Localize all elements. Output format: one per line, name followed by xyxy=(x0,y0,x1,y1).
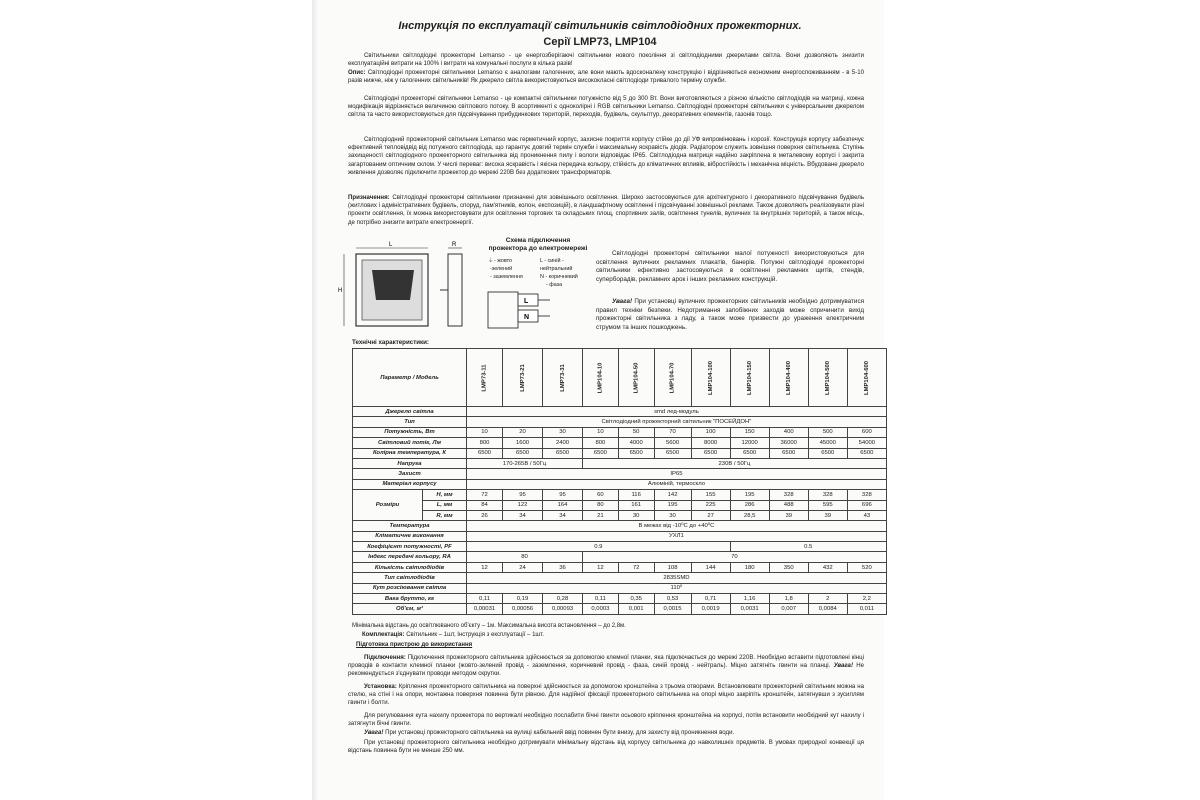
install-text: Кріплення прожекторного світильника на поверхні здійснюється за допомогою кронштейна з трьома отворами. Встановлювати прожекторний світильник можна на стелю, на стіні і на опори, монтажна поверхня повинна бути рівною. Для надійної фіксації прожекторного світильника на опорі міцно закріпіть кронштейн, затягнувши з зусиллям гвинти і болти. xyxy=(348,683,865,707)
purpose-label: Призначення: xyxy=(348,194,390,201)
safety-warning-label: Увага! xyxy=(612,298,633,305)
document-subtitle: Серії LMP73, LMP104 xyxy=(543,36,657,48)
scheme-title-line2: прожектора до електромережі xyxy=(488,245,588,253)
preparation-heading: Підготовка пристрою до використання xyxy=(356,642,473,648)
table-row-count: Кількість світлодіодів 12 24 36 12 72 108 144 180 350 432 520 xyxy=(353,562,887,572)
terminal-n-label: N xyxy=(524,314,530,321)
safety-text: При установці вуличних прожекторних світильників необхідно дотримуватися правил техніки безпеки. Недотримання запобіжних заходів може спричинити вихід прожекторні світильника з ладу, а також може призвести до ураження електричним струмом та інших пошкоджень. xyxy=(596,298,865,331)
model-10: LMP104-500 xyxy=(808,349,847,407)
table-row-r: R, мм 26 34 34 21 30 30 27 28,5 39 39 43 xyxy=(353,510,887,520)
model-5: LMP104-50 xyxy=(618,349,654,407)
floodlight-led-matrix xyxy=(372,270,414,300)
junction-box xyxy=(488,292,518,328)
terminal-l-label: L xyxy=(524,298,529,305)
left-label-3: - заземлення xyxy=(490,274,523,280)
intro-paragraph-4: Світлодіодний прожекторний світильник Lemanso має герметичний корпус, захисне покриття корпусу стійке до дії УФ випромінювань і корозії. Конструкція корпусу забезпечує ефективний тепловідвід від потужного світлодіода, що гарантує довгий термін служби і максимальну яскравість діодів. Радіатором служить зовнішня поверхня світильника. Ступінь захищеності світлодіодного прожекторного світильника від проникнення пилу і вологи відповідає IP65. Світлодіодна матриця надійно закріплена в металевому корпусі і закрита загартованим оптичним склом. У числі переваг: висока яскравість і якісна передача кольору, стійкість до кліматичних впливів, вібростійкість і механічна міцність. Вбудоване джерело живлення дозволяє підключити прожектор до мережі 220В без додаткових трансформаторів. xyxy=(348,136,864,176)
floodlight-diagram xyxy=(336,240,476,332)
table-row-voltage: Напруга 170-265В / 50Гц 230В / 50Гц xyxy=(353,458,887,468)
connection-warning-text: Не рекомендується з'єднувати проводи методом скрутки. xyxy=(348,662,864,678)
param-header: Параметр / Модель xyxy=(353,349,467,407)
left-label-1: - жовто xyxy=(494,258,513,264)
spec-table xyxy=(352,348,887,615)
scheme-title-line1: Схема підключення xyxy=(505,237,571,244)
model-9: LMP104-400 xyxy=(769,349,808,407)
model-1: LMP73-11 xyxy=(467,349,503,407)
table-row: Джерело світла smd лед-модуль xyxy=(353,407,887,417)
intro-paragraph-1: Світильники світлодіодні прожекторні Lemanso - це енергозберігаючі світильники нового покоління зі світлодіодними джерелами світла. Вони дозволяють знизити експлуатаційні витрати на 100% і витрати на комунальні послуги в кілька разів! xyxy=(348,52,864,68)
table-row: Матеріал корпусу Алюміній, термоскло xyxy=(353,479,887,489)
kit-text: Світильник – 1шт, Інструкція з експлуатації – 1шт. xyxy=(406,632,544,638)
right-label-2: нейтральний xyxy=(540,266,573,272)
cable-warning-label: Увага! xyxy=(364,729,384,736)
table-row-cct: Колірна температура, К 6500 6500 6500 6500 6500 6500 6500 6500 6500 6500 6500 xyxy=(353,448,887,458)
table-row: Кліматичне виконання УХЛ1 xyxy=(353,531,887,541)
table-row: Температура В межах від -10⁰С до +40⁰С xyxy=(353,521,887,531)
table-row-volume: Об'єм, м³ 0,00031 0,00056 0,00093 0,0003 0,001 0,0015 0,0019 0,0031 0,007 0,0084 0,011 xyxy=(353,604,887,614)
right-label-1: L - синій - xyxy=(540,258,564,264)
table-row: Захист IP65 xyxy=(353,469,887,479)
purpose-paragraph xyxy=(348,194,864,227)
scheme-title xyxy=(488,237,588,254)
model-2: LMP73-21 xyxy=(503,349,543,407)
table-row: Тип світлодіодів 2835SMD xyxy=(353,573,887,583)
connection-warning-label: Увага! xyxy=(833,662,853,670)
table-row: Тип Світлодіодний прожекторний світильник "ПОСЕЙДОН" xyxy=(353,417,887,427)
table-row-h: Розміри H, мм 72 95 95 60 116 142 155 195 328 328 328 xyxy=(353,490,887,500)
table-row-flux: Світловий потік, Лм 800 1600 2400 800 4000 5600 8000 12000 36000 45000 54000 xyxy=(353,438,887,448)
model-11: LMP104-600 xyxy=(847,349,886,407)
connection-label: Підключення: xyxy=(364,654,406,661)
dim-l-label: L xyxy=(389,242,393,248)
kit-line xyxy=(362,632,544,639)
table-row-power: Потужність, Вт 10 20 30 10 50 70 100 150 400 500 600 xyxy=(353,427,887,437)
left-label-2: -зелений xyxy=(490,266,513,272)
install-paragraph xyxy=(348,683,864,708)
table-row-pf: Коефіцієнт потужності, PF 0.9 0.5 xyxy=(353,542,887,552)
purpose-text: Світлодіодні прожекторні світильники призначені для зовнішнього освітлення. Широко застосовуються для архітектурного і декоративного підсвічування будівель (житлових і адміністративних будівель, споруд, пам'ятників, колон, експозицій), в ландшафтному освітленні і підсвічуванні зовнішньої реклами. Також дозволяють реалізовувати різні проекти освітлення, їх можна використовувати для освітлення торгових та складських площ, спортивних залів, освітлення тунелів, вуличних та внутрішніх територій, а також місць, де потрібно знизити витрати електроенергії. xyxy=(348,194,864,226)
model-8: LMP104-150 xyxy=(730,349,769,407)
table-row-header xyxy=(353,349,887,407)
description-text: Світлодіодні прожекторні світильники Lemanso є аналогами галогенних, але вони мають вдосконалену конструкцію і відрізняються економним енергоспоживанням - в 5-10 разів нижче, ніж у галогенних світильників! Як джерело світла використовуються висококласні світлодіоди тривалого терміну служби. xyxy=(348,69,864,85)
model-7: LMP104-100 xyxy=(691,349,730,407)
kit-label: Комплектація: xyxy=(362,632,405,638)
final-paragraph: При установці прожекторного світильника необхідно дотримувати мінімальну відстань від корпусу світильника до навколишніх предметів. В умовах природної конвекції ця відстань повинна бути не менше 250 мм. xyxy=(348,739,864,755)
right-label-4: - фаза xyxy=(546,282,563,288)
ad-lighting-paragraph: Світлодіодні прожекторні світильники малої потужності використовуються для освітлення вуличних рекламних плакатів, банерів. Потужні світлодіодні прожекторні світильники ефективно застосовуються в освітленні рекламних щитів, стендів, суперборадів, рекламних арок і інших рекламних конструкцій. xyxy=(596,250,864,283)
document-title: Інструкція по експлуатації світильників світлодіодних прожекторних. xyxy=(398,20,802,32)
table-row-weight: Вага брутто, кг 0,11 0,19 0,28 0,11 0,35 0,53 0,71 1,16 1,8 2 2,2 xyxy=(353,594,887,604)
safety-paragraph xyxy=(596,298,864,332)
floodlight-side xyxy=(448,254,462,326)
intro-paragraph-3: Світлодіодні прожекторні світильники Lemanso - це компактні світильники потужністю від 5 до 300 Вт. Вони виготовляються з різною кількістю світлодіодів на матриці, кожна модифікація відрізняється величиною світлового потоку. В асортименті є одноколірні і RGB світильники Lemanso. Світлодіодні прожекторні світильники є універсальним джерелом світла та часто використовуються для підсвічування прибудинкових територій, переходів, будівель, скульптур, декоративних елементів, газонів тощо. xyxy=(348,95,864,119)
tech-specs-header: Технічні характеристики: xyxy=(352,339,429,346)
description-label: Опис: xyxy=(348,69,366,76)
angle-paragraph: Для регулювання кута нахилу прожектора по вертикалі необхідно послабити бічні гвинти осьового кріплення кронштейна на корпусі, потім встановити необхідний кут нахилу і затягнути бічні гвинти. xyxy=(348,712,864,728)
min-distance-note: Мінімальна відстань до освітлюваного об'єкту – 1м. Максимальна висота встановлення – до 2,8м. xyxy=(352,623,626,629)
cable-warning-text: При установці прожекторного світильника на вулиці кабельний ввід повинен бути внизу, для захисту від проникнення води. xyxy=(385,729,735,736)
connection-paragraph xyxy=(348,654,864,679)
model-4: LMP104-10 xyxy=(583,349,619,407)
right-label-3: N - коричневий xyxy=(540,274,578,280)
dim-h-label: H xyxy=(338,288,343,294)
description-paragraph xyxy=(348,69,864,85)
table-row-ra: Індекс передачі кольору, RA 80 70 xyxy=(353,552,887,562)
table-row: Кут розсіювання світла 110⁰ xyxy=(353,583,887,593)
install-label: Установка: xyxy=(364,683,397,690)
model-3: LMP73-31 xyxy=(543,349,583,407)
connection-text: Підключення прожекторного світильника здійснюється за допомогою клемної планки, яка підключається до мережі 220В. Необхідно вставити підготовлені кінці проводів в контакти клемної планки (жовто-зелений провід - заземлення, коричневий провід - фаза, синій провід - нейтраль). Міцно затягніть гвинти на планці. xyxy=(348,654,864,670)
model-6: LMP104-70 xyxy=(654,349,691,407)
dim-r-label: R xyxy=(452,242,457,248)
terminal-block-diagram xyxy=(478,284,552,334)
sizes-label: Розміри xyxy=(353,490,423,521)
cable-warning-paragraph xyxy=(348,729,864,737)
table-row-l: L, мм 84 122 164 80 161 195 225 286 488 595 696 xyxy=(353,500,887,510)
ground-icon: ⏚ xyxy=(488,258,494,264)
